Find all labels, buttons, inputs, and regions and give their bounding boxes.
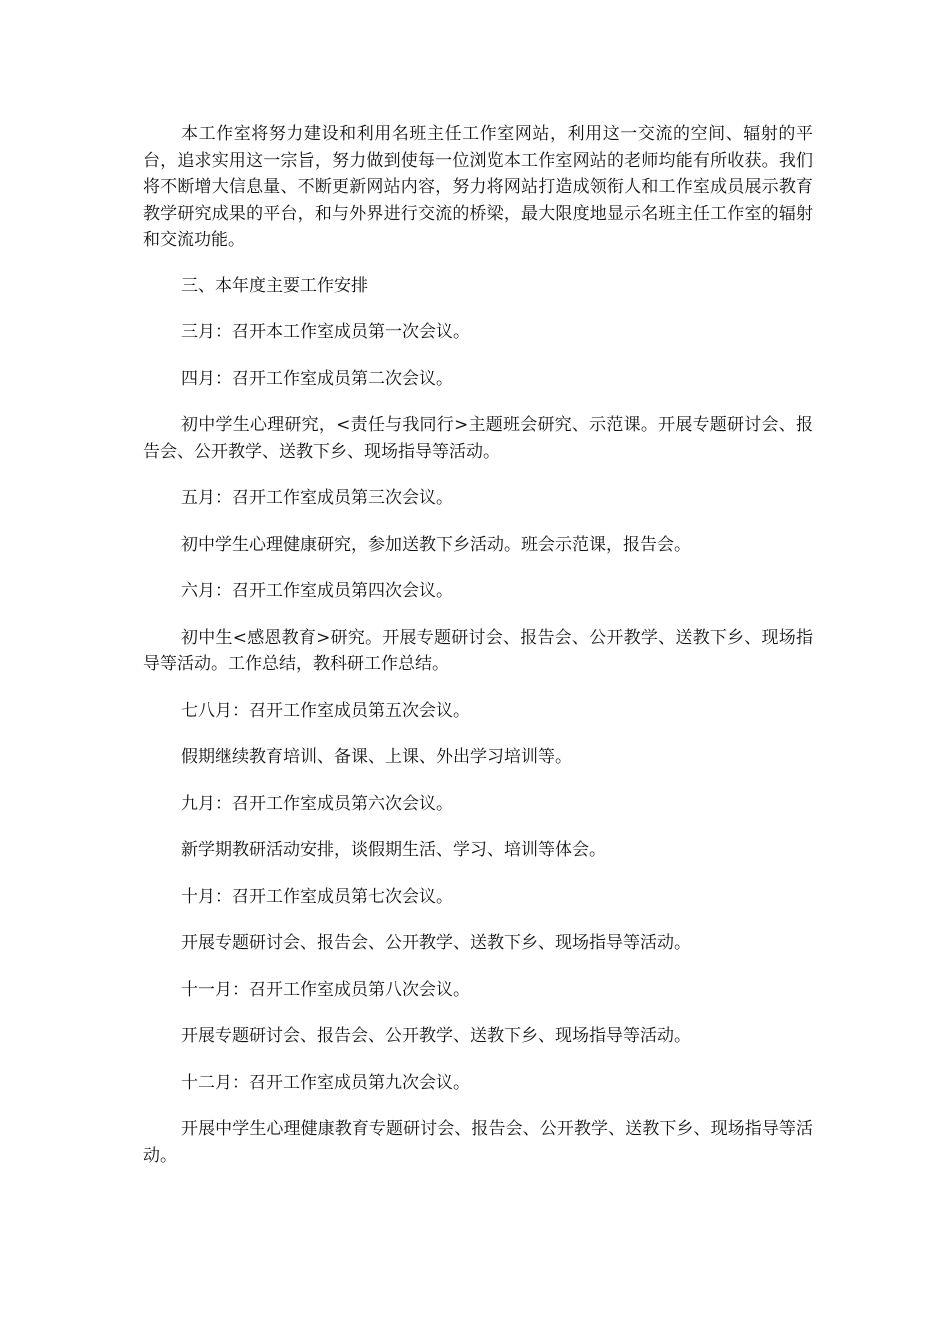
paragraph-october-detail: 开展专题研讨会、报告会、公开教学、送教下乡、现场指导等活动。 — [181, 933, 691, 953]
document-body — [143, 121, 813, 1169]
paragraph-may-detail: 初中学生心理健康研究，参加送教下乡活动。班会示范课，报告会。 — [181, 534, 691, 555]
paragraph-march: 三月：召开本工作室成员第一次会议。 — [181, 322, 470, 342]
paragraph-november-detail: 开展专题研讨会、报告会、公开教学、送教下乡、现场指导等活动。 — [181, 1026, 691, 1046]
paragraph-june: 六月：召开工作室成员第四次会议。 — [181, 581, 453, 601]
paragraph-july-august-detail: 假期继续教育培训、备课、上课、外出学习培训等。 — [181, 747, 572, 767]
paragraph-december-detail: 开展中学生心理健康教育专题研讨会、报告会、公开教学、送教下乡、现场指导等活动。 — [143, 1119, 813, 1166]
paragraph-may: 五月：召开工作室成员第三次会议。 — [181, 488, 453, 508]
paragraph-june-detail: 初中生<感恩教育>研究。开展专题研讨会、报告会、公开教学、送教下乡、现场指导等活动。工作总结，教科研工作总结。 — [143, 627, 813, 674]
paragraph-intro: 本工作室将努力建设和利用名班主任工作室网站，利用这一交流的空间、辐射的平台，追求实用这一宗旨，努力做到使每一位浏览本工作室网站的老师均能有所收获。我们将不断增大信息量、不断更新网站内容，努力将网站打造成领衔人和工作室成员展示教育教学研究成果的平台，和与外界进行交流的桥梁，最大限度地显示名班主任工作室的辐射和交流功能。 — [143, 124, 813, 250]
paragraph-november: 十一月：召开工作室成员第八次会议。 — [181, 979, 470, 1000]
section-heading: 三、本年度主要工作安排 — [181, 275, 368, 296]
paragraph-october: 十月：召开工作室成员第七次会议。 — [181, 886, 453, 907]
paragraph-september: 九月：召开工作室成员第六次会议。 — [181, 793, 453, 814]
paragraph-december: 十二月：召开工作室成员第九次会议。 — [181, 1072, 470, 1093]
paragraph-september-detail: 新学期教研活动安排，谈假期生活、学习、培训等体会。 — [181, 840, 606, 860]
paragraph-april-detail: 初中学生心理研究，<责任与我同行>主题班会研究、示范课。开展专题研讨会、报告会、公开教学、送教下乡、现场指导等活动。 — [143, 415, 813, 462]
paragraph-july-august: 七八月：召开工作室成员第五次会议。 — [181, 700, 470, 721]
paragraph-april: 四月：召开工作室成员第二次会议。 — [181, 368, 453, 389]
